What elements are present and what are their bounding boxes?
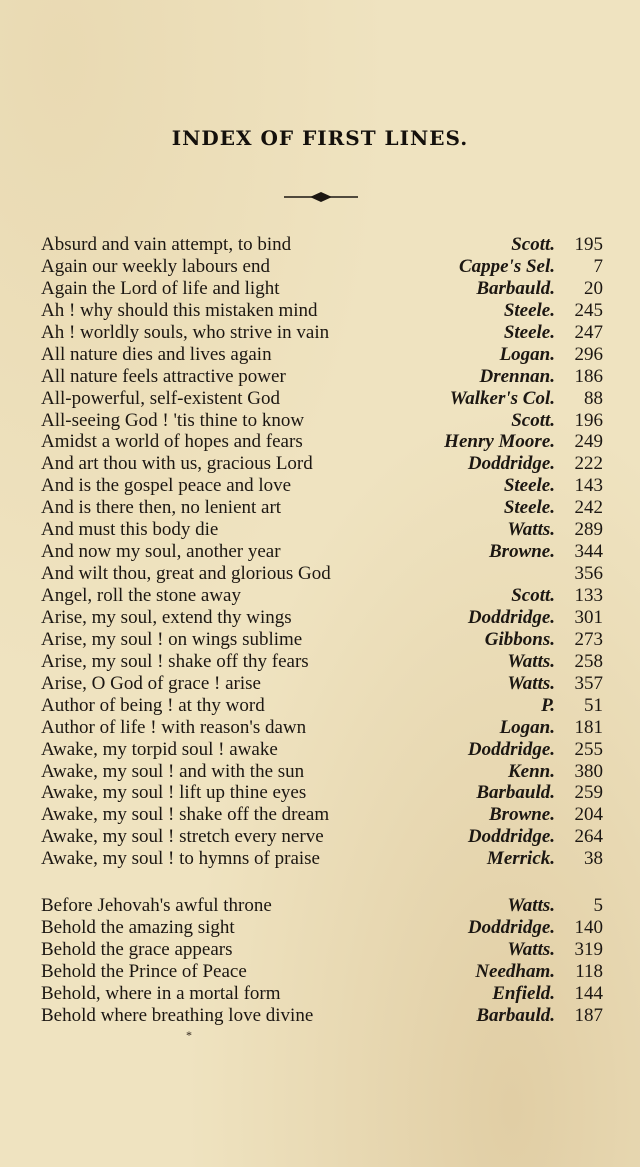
first-line-text: All nature dies and lives again [41, 343, 272, 365]
index-group-b [41, 895, 603, 1027]
author-name: Steele. [503, 321, 555, 343]
first-line-text: Awake, my soul ! lift up thine eyes [41, 782, 307, 804]
hymn-page-number: 20 [584, 277, 603, 299]
first-line-text: All nature feels attractive power [41, 365, 286, 387]
index-entry [41, 961, 603, 983]
first-line-text: Again the Lord of life and light [41, 277, 280, 299]
index-entry [41, 761, 603, 783]
first-line-text: And is the gospel peace and love [41, 475, 292, 497]
hymn-page-number: 195 [574, 234, 603, 255]
hymn-page-number: 143 [574, 475, 603, 497]
author-name: Barbauld. [476, 1004, 555, 1026]
first-line-text: Author of life ! with reason's dawn [41, 716, 307, 738]
index-entry [41, 895, 603, 917]
first-line-text: And art thou with us, gracious Lord [41, 453, 313, 475]
index-entry [41, 717, 603, 739]
hymn-page-number: 242 [574, 497, 603, 519]
hymn-page-number: 7 [593, 255, 603, 277]
index-entry [41, 848, 603, 870]
author-name: Barbauld. [476, 782, 555, 804]
hymn-page-number: 51 [584, 694, 603, 716]
first-line-text: Angel, roll the stone away [41, 585, 241, 606]
author-name: Steele. [503, 497, 555, 519]
author-name: Logan. [499, 343, 555, 365]
index-entry [41, 453, 603, 475]
index-entry [41, 804, 603, 826]
author-name: Watts. [507, 650, 555, 672]
first-line-text: Awake, my soul ! shake off the dream [41, 804, 330, 826]
hymn-page-number: 380 [574, 760, 603, 782]
first-line-text: Amidst a world of hopes and fears [41, 431, 303, 453]
author-name: Steele. [503, 299, 555, 321]
author-name: Logan. [499, 716, 555, 738]
hymn-page-number: 301 [574, 606, 603, 628]
first-line-text: And wilt thou, great and glorious God [41, 563, 331, 585]
index-entry [41, 366, 603, 388]
hymn-page-number: 187 [574, 1004, 603, 1026]
hymn-page-number: 319 [574, 938, 603, 960]
hymn-page-number: 356 [574, 563, 603, 585]
hymn-page-number: 5 [593, 895, 603, 916]
hymn-page-number: 222 [574, 453, 603, 475]
first-line-text: Behold, where in a mortal form [41, 982, 281, 1004]
first-line-text: Again our weekly labours end [41, 255, 270, 277]
hymn-page-number: 296 [574, 343, 603, 365]
hymn-page-number: 181 [574, 716, 603, 738]
index-entry [41, 563, 603, 585]
index-entry [41, 607, 603, 629]
hymn-page-number: 186 [574, 365, 603, 387]
author-name: Merrick. [486, 848, 555, 870]
hymn-page-number: 144 [574, 982, 603, 1004]
index-entry [41, 410, 603, 432]
author-name: Cappe's Sel. [458, 255, 555, 277]
first-line-text: Awake, my soul ! to hymns of praise [41, 848, 320, 870]
first-line-text: And is there then, no lenient art [41, 497, 282, 519]
author-name: Barbauld. [476, 277, 555, 299]
index-entry [41, 585, 603, 607]
first-line-text: Behold the grace appears [41, 938, 233, 960]
author-name: Scott. [511, 409, 555, 431]
first-line-text: Arise, my soul ! shake off thy fears [41, 650, 309, 672]
first-line-text: Arise, my soul, extend thy wings [41, 606, 292, 628]
index-entry [41, 629, 603, 651]
index-entry [41, 388, 603, 410]
index-entry [41, 256, 603, 278]
index-entry [41, 300, 603, 322]
hymn-page-number: 245 [574, 299, 603, 321]
author-name: Watts. [507, 672, 555, 694]
author-name: Doddridge. [467, 916, 555, 938]
index-entry [41, 826, 603, 848]
index-entry [41, 739, 603, 761]
author-name: Drennan. [479, 365, 555, 387]
index-entry [41, 322, 603, 344]
author-name: Browne. [489, 804, 555, 826]
index-entry [41, 983, 603, 1005]
first-line-text: All-powerful, self-existent God [41, 387, 281, 409]
hymn-page-number: 247 [574, 321, 603, 343]
hymn-page-number: 259 [574, 782, 603, 804]
first-line-text: Awake, my soul ! stretch every nerve [41, 826, 324, 848]
author-name: Scott. [511, 234, 555, 255]
hymn-page-number: 357 [574, 672, 603, 694]
index-entry [41, 497, 603, 519]
hymn-page-number: 273 [574, 628, 603, 650]
hymn-page-number: 289 [574, 519, 603, 541]
index-entry [41, 475, 603, 497]
hymn-page-number: 255 [574, 738, 603, 760]
hymn-page-number: 344 [574, 541, 603, 563]
rule-ornament [284, 190, 358, 204]
hymn-page-number: 249 [574, 431, 603, 453]
first-line-text: All-seeing God ! 'tis thine to know [41, 409, 305, 431]
signature-mark: * [186, 1028, 192, 1042]
index-entry [41, 695, 603, 717]
author-name: Doddridge. [467, 826, 555, 848]
author-name: Watts. [507, 519, 555, 541]
author-name: Henry Moore. [444, 431, 555, 453]
hymn-page-number: 88 [584, 387, 603, 409]
author-name: Scott. [511, 585, 555, 606]
hymn-page-number: 264 [574, 826, 603, 848]
hymn-page-number: 118 [575, 960, 603, 982]
hymn-page-number: 196 [574, 409, 603, 431]
hymn-page-number: 204 [574, 804, 603, 826]
author-name: Needham. [475, 960, 555, 982]
index-entry [41, 278, 603, 300]
author-name: Steele. [503, 475, 555, 497]
first-line-text: Arise, O God of grace ! arise [41, 672, 261, 694]
author-name: Watts. [507, 895, 555, 916]
index-entry [41, 651, 603, 673]
first-line-text: Awake, my soul ! and with the sun [41, 760, 305, 782]
index-group-a [41, 234, 603, 870]
index-entry [41, 1005, 603, 1027]
first-line-text: Before Jehovah's awful throne [41, 895, 272, 916]
hymn-page-number: 38 [584, 848, 603, 870]
first-line-text: Behold where breathing love divine [41, 1004, 314, 1026]
author-name: Browne. [489, 541, 555, 563]
index-entry [41, 541, 603, 563]
index-entry [41, 673, 603, 695]
author-name: P. [541, 694, 555, 716]
hymn-page-number: 133 [574, 585, 603, 606]
hymn-page-number: 140 [574, 916, 603, 938]
index-entry [41, 344, 603, 366]
index-entry [41, 917, 603, 939]
first-line-text: Behold the amazing sight [41, 916, 235, 938]
first-line-text: Ah ! worldly souls, who strive in vain [41, 321, 330, 343]
index-entry [41, 519, 603, 541]
first-line-text: Absurd and vain attempt, to bind [41, 234, 292, 255]
hymn-page-number: 258 [574, 650, 603, 672]
page-title: INDEX OF FIRST LINES. [171, 126, 469, 150]
author-name: Gibbons. [484, 628, 555, 650]
author-name: Enfield. [492, 982, 555, 1004]
index-entry [41, 782, 603, 804]
first-line-text: And must this body die [41, 519, 219, 541]
first-line-text: And now my soul, another year [41, 541, 281, 563]
author-name: Doddridge. [467, 453, 555, 475]
first-line-text: Ah ! why should this mistaken mind [41, 299, 318, 321]
author-name: Kenn. [508, 760, 555, 782]
index-entry [41, 431, 603, 453]
first-line-text: Author of being ! at thy word [41, 694, 265, 716]
author-name: Watts. [507, 938, 555, 960]
first-line-text: Behold the Prince of Peace [41, 960, 247, 982]
author-name: Walker's Col. [449, 387, 555, 409]
first-line-text: Arise, my soul ! on wings sublime [41, 628, 303, 650]
author-name: Doddridge. [467, 738, 555, 760]
index-entry [41, 234, 603, 256]
author-name: Doddridge. [467, 606, 555, 628]
index-entry [41, 939, 603, 961]
first-line-text: Awake, my torpid soul ! awake [41, 738, 278, 760]
